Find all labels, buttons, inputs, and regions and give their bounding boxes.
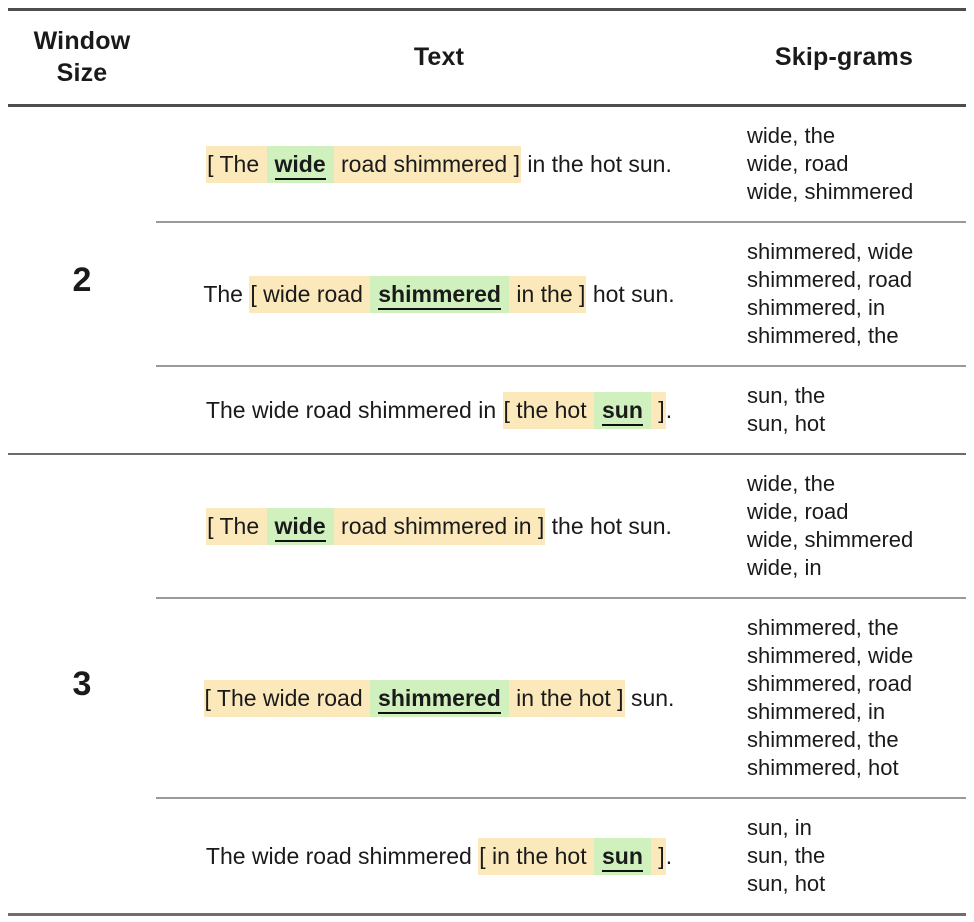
target-word-highlight: [594, 392, 651, 429]
target-word: shimmered: [378, 685, 501, 714]
table-row: [156, 455, 966, 599]
skipgram-pair: shimmered, wide: [747, 643, 914, 668]
skipgram-pair: sun, hot: [747, 411, 826, 436]
skipgram-pair: sun, the: [747, 843, 826, 868]
target-word: wide: [275, 151, 326, 180]
window-size-value: 2: [72, 260, 92, 299]
column-header-window-size: Window Size: [33, 27, 131, 87]
skipgram-pair: shimmered, road: [747, 671, 913, 696]
context-window-highlight: [ The: [206, 146, 266, 183]
sentence: [156, 614, 722, 782]
sentence: [156, 814, 722, 898]
context-window-highlight: road shimmered ]: [334, 146, 521, 183]
skipgram-pair: shimmered, wide: [747, 239, 914, 264]
context-window-highlight: ]: [651, 392, 666, 429]
plain-text: the hot sun.: [545, 512, 672, 539]
skipgram-list: [722, 238, 966, 350]
skipgram-pair: sun, in: [747, 815, 812, 840]
target-word-highlight: [267, 146, 334, 183]
table-row: [156, 107, 966, 223]
context-window-highlight: [ in the hot: [478, 838, 594, 875]
skipgram-pair: sun, hot: [747, 871, 826, 896]
table-row: [156, 367, 966, 453]
skipgram-pair: shimmered, in: [747, 295, 886, 320]
skipgram-list: [722, 814, 966, 898]
table-row: [156, 799, 966, 913]
window-size-section: [8, 107, 966, 453]
skipgram-pair: wide, the: [747, 471, 836, 496]
target-word-highlight: [370, 276, 509, 313]
plain-text: hot sun.: [586, 280, 675, 307]
target-word-highlight: [594, 838, 651, 875]
skipgram-pair: shimmered, hot: [747, 755, 899, 780]
table-header-row: [8, 11, 966, 107]
table-row: [156, 223, 966, 367]
target-word: shimmered: [378, 281, 501, 310]
column-header-skipgrams: Skip-grams: [774, 42, 914, 71]
context-window-highlight: [ The: [206, 508, 266, 545]
skipgram-list: [722, 614, 966, 782]
context-window-highlight: [ wide road: [249, 276, 370, 313]
skipgram-pair: wide, road: [747, 151, 849, 176]
table-row: [156, 599, 966, 799]
sentence: [156, 122, 722, 206]
sentence: [156, 238, 722, 350]
context-window-highlight: road shimmered in ]: [334, 508, 546, 545]
skipgram-pair: wide, road: [747, 499, 849, 524]
skipgram-pair: shimmered, the: [747, 323, 899, 348]
target-word-highlight: [370, 680, 509, 717]
skipgram-pair: sun, the: [747, 383, 826, 408]
plain-text: sun.: [624, 684, 675, 711]
sentence: [156, 382, 722, 438]
plain-text: The: [203, 280, 250, 307]
skipgram-list: [722, 122, 966, 206]
skipgram-pair: shimmered, the: [747, 727, 899, 752]
skipgram-table: [8, 8, 966, 916]
window-size-section: [8, 453, 966, 913]
target-word: sun: [602, 843, 643, 872]
skipgram-list: [722, 470, 966, 582]
skipgram-list: [722, 382, 966, 438]
context-window-highlight: [ the hot: [503, 392, 595, 429]
context-window-highlight: in the hot ]: [509, 680, 625, 717]
target-word: wide: [275, 513, 326, 542]
skipgram-pair: shimmered, the: [747, 615, 899, 640]
target-word: sun: [602, 397, 643, 426]
skipgram-pair: shimmered, in: [747, 699, 886, 724]
section-rows: [156, 455, 966, 913]
skipgram-pair: wide, shimmered: [747, 527, 914, 552]
column-header-text: Text: [413, 42, 465, 71]
plain-text: in the hot sun.: [520, 150, 672, 177]
window-size-value: 3: [72, 664, 92, 703]
skipgram-pair: shimmered, road: [747, 267, 913, 292]
context-window-highlight: ]: [651, 838, 666, 875]
plain-text: The wide road shimmered: [205, 842, 479, 869]
plain-text: .: [665, 396, 673, 423]
table-body: [8, 107, 966, 913]
skipgram-pair: wide, the: [747, 123, 836, 148]
skipgram-pair: wide, in: [747, 555, 822, 580]
section-rows: [156, 107, 966, 453]
context-window-highlight: in the ]: [509, 276, 586, 313]
skipgram-pair: wide, shimmered: [747, 179, 914, 204]
plain-text: .: [665, 842, 673, 869]
context-window-highlight: [ The wide road: [204, 680, 371, 717]
sentence: [156, 470, 722, 582]
plain-text: The wide road shimmered in: [205, 396, 503, 423]
target-word-highlight: [267, 508, 334, 545]
